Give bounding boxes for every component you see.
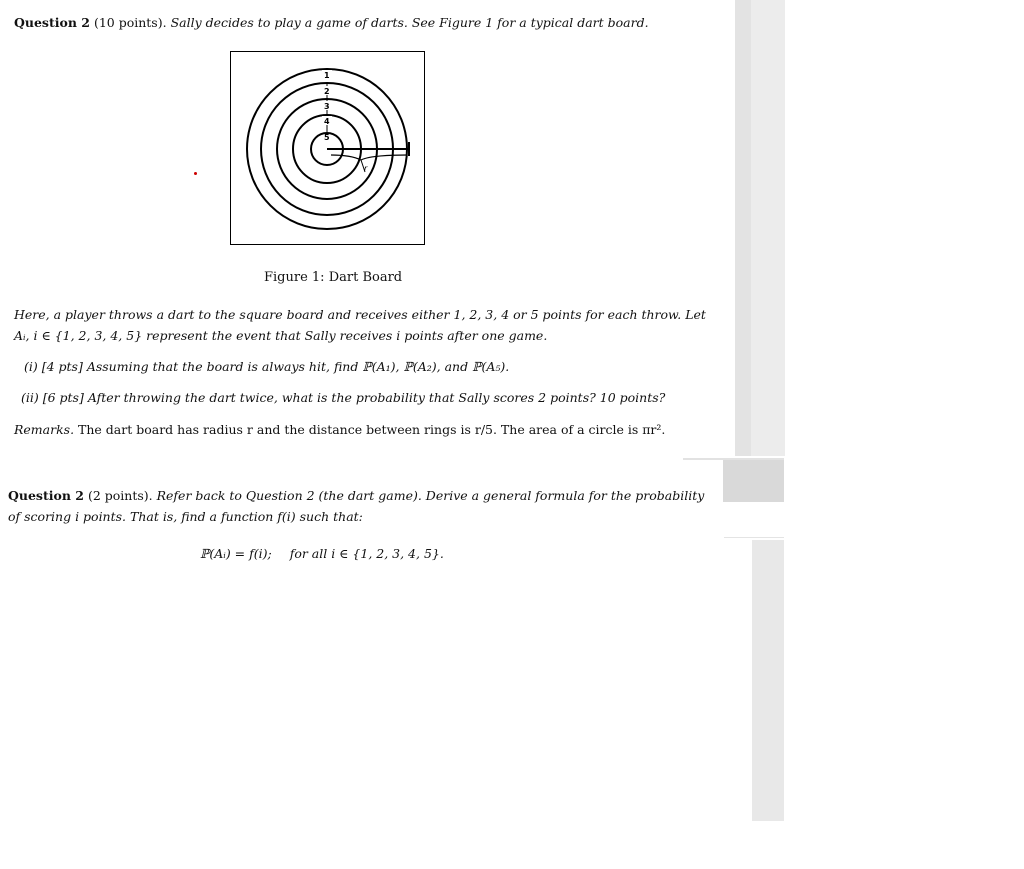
- body-line-1: Here, a player throws a dart to the square board and receives either 1, 2, 3, 4 or 5 points for each throw. Let: [14, 307, 706, 322]
- ring-label-5: 5: [324, 133, 330, 142]
- ring-label-2: 2: [324, 87, 330, 96]
- part-i: (i) [4 pts] Assuming that the board is always hit, find ℙ(A₁), ℙ(A₂), and ℙ(A₅).: [24, 359, 510, 374]
- divider-line-thin: [724, 537, 784, 538]
- formula-right: for all i ∈ {1, 2, 3, 4, 5}.: [289, 546, 444, 561]
- part-ii: (ii) [6 pts] After throwing the dart twice, what is the probability that Sally scores 2 points? 10 points?: [21, 390, 666, 405]
- question-2-header: [8, 488, 704, 504]
- scrollbar-track-top[interactable]: [735, 0, 785, 456]
- scrollbar-thumb[interactable]: [723, 460, 784, 502]
- formula-left: ℙ(Aᵢ) = f(i);: [200, 546, 272, 561]
- remarks-label: Remarks.: [14, 422, 75, 437]
- stray-dot: [194, 172, 197, 175]
- ring-label-3: 3: [324, 102, 330, 111]
- radius-brace: [331, 155, 407, 160]
- question-2-prompt-line-2: of scoring i points. That is, find a function f(i) such that:: [8, 509, 363, 524]
- remarks-text: The dart board has radius r and the distance between rings is r/5. The area of a circle is πr².: [78, 422, 666, 437]
- dart-board-figure: [230, 51, 425, 245]
- scrollbar-track-inner: [735, 0, 751, 456]
- body-line-2: Aᵢ, i ∈ {1, 2, 3, 4, 5} represent the event that Sally receives i points after one game.: [14, 328, 548, 343]
- question-2-prompt-line-1: Refer back to Question 2 (the dart game). Derive a general formula for the probability: [156, 488, 705, 503]
- question-2-formula: [200, 546, 444, 562]
- question-1-label: Question 2: [14, 15, 90, 30]
- ring-label-4: 4: [324, 117, 330, 126]
- dart-board-icon: [231, 52, 423, 243]
- scrollbar-track-bottom[interactable]: [752, 540, 784, 821]
- question-2-label: Question 2: [8, 488, 84, 503]
- question-1-prompt: Sally decides to play a game of darts. See Figure 1 for a typical dart board.: [170, 15, 649, 30]
- ring-label-1: 1: [324, 71, 330, 80]
- question-1-header: [14, 15, 649, 31]
- question-1-points: (10 points).: [93, 15, 167, 30]
- figure-caption: Figure 1: Dart Board: [264, 270, 403, 285]
- radius-label: r: [364, 164, 368, 173]
- question-2-points: (2 points).: [87, 488, 153, 503]
- remarks: [14, 422, 665, 438]
